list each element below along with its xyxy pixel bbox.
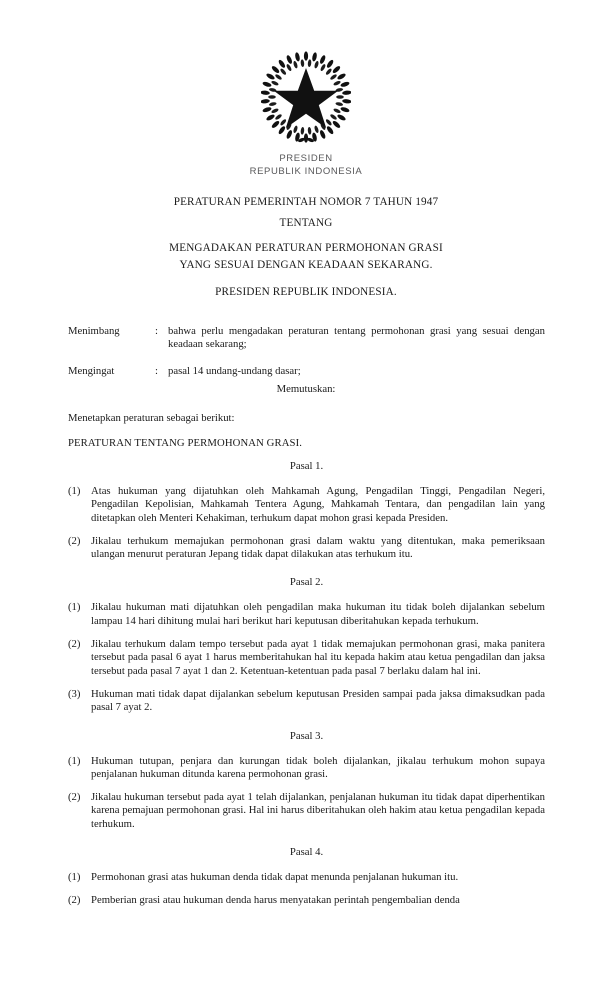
article-heading-4: Pasal 4. — [289, 846, 324, 859]
clause-number: (2) — [68, 894, 81, 907]
mengingat-label: Mengingat — [68, 365, 115, 378]
regulation-number-title: PERATURAN PEMERINTAH NOMOR 7 TAHUN 1947 — [173, 196, 439, 208]
clause-number: (1) — [68, 485, 81, 497]
mengingat-text: pasal 14 undang-undang dasar; — [168, 365, 301, 378]
article-heading-3: Pasal 3. — [289, 729, 324, 742]
preamble-row-mengingat — [68, 365, 545, 378]
clause-text: Permohonan grasi atas hukuman denda tidak dapat menunda penjalanan hukuman itu. — [91, 871, 459, 884]
clause-text: Jikalau terhukum memajukan permohonan grasi dalam waktu yang ditentukan, maka pemeriksaan ulangan menurut peraturan Jepang tidak dapat dilakukan atas terhukum itu. — [91, 534, 545, 561]
preamble-row-menimbang — [68, 325, 545, 351]
regulation-title-line: PERATURAN TENTANG PERMOHONAN GRASI. — [68, 437, 303, 449]
masthead-text — [0, 152, 612, 178]
title-spacer-2 — [0, 232, 612, 236]
clause-number: (1) — [68, 754, 81, 767]
clause-1-2 — [68, 535, 545, 562]
masthead — [0, 48, 612, 178]
clause-number: (2) — [68, 638, 81, 651]
subject-line-2: YANG SESUAI DENGAN KEADAAN SEKARANG. — [179, 259, 433, 271]
clause-4-2 — [68, 894, 545, 907]
subject-line-1: MENGADAKAN PERATURAN PERMOHONAN GRASI — [169, 242, 443, 254]
deciding-heading: Memutuskan: — [276, 383, 336, 395]
menimbang-colon: : — [155, 325, 158, 337]
article-heading-2: Pasal 2. — [289, 576, 324, 589]
mengingat-colon: : — [155, 365, 158, 378]
menimbang-label: Menimbang — [68, 325, 120, 337]
clause-text: Jikalau terhukum dalam tempo tersebut pada ayat 1 tidak memajukan permohonan grasi, maka panitera tersebut pada pasal 6 ayat 1 harus memberitahukan hal itu kepada hakim atau ketua pengadilan dan jaksa tersebut pada pasal 7 ayat 1 dan 2. Ketentuan-ketentuan pada pasal 7 berlaku dalam hal ini. — [91, 638, 545, 677]
clause-number: (1) — [68, 601, 81, 614]
menimbang-text: bahwa perlu mengadakan peraturan tentang permohonan grasi yang sesuai dengan keadaan sekarang; — [168, 325, 545, 351]
issuing-authority: PRESIDEN REPUBLIK INDONESIA. — [215, 286, 397, 298]
clause-number: (3) — [68, 687, 81, 700]
masthead-line-presiden: PRESIDEN — [279, 153, 333, 164]
garuda-star-wreath-emblem — [261, 48, 351, 146]
clause-text: Jikalau hukuman tersebut pada ayat 1 telah dijalankan, penjalanan hukuman itu tidak dapat diperhentikan karena pemajuan permohonan grasi. Hal ini harus diberitahukan oleh hakim atau ketua pengadilan kepada terhukum. — [91, 791, 545, 830]
establishing-line: Menetapkan peraturan sebagai berikut: — [68, 412, 235, 424]
clause-number: (2) — [68, 534, 81, 547]
clause-1-1 — [68, 485, 545, 525]
clause-3-1 — [68, 755, 545, 782]
articles-container — [68, 459, 545, 918]
clause-2-1 — [68, 601, 545, 628]
document-title-block — [0, 194, 612, 274]
masthead-line-republik-indonesia: REPUBLIK INDONESIA — [249, 166, 363, 177]
clause-text: Hukuman mati tidak dapat dijalankan sebelum keputusan Presiden sampai pada jaksa dimaksudkan pada pasal 7 ayat 2. — [91, 687, 545, 714]
clause-3-2 — [68, 791, 545, 831]
presidential-emblem — [261, 48, 351, 146]
clause-text: Hukuman tutupan, penjara dan kurungan tidak boleh dijalankan, jikalau terhukum mohon supaya penjalanan hukuman ditunda karena permohonan grasi. — [91, 754, 545, 780]
clause-text: Pemberian grasi atau hukuman denda harus menyatakan perintah pengembalian denda — [91, 894, 460, 907]
clause-text: Jikalau hukuman mati dijatuhkan oleh pengadilan maka hukuman itu tidak boleh dijalankan sebelum lampau 14 hari dihitung mulai hari berikut hari keputusan diberitahukan kepada terhukum. — [91, 601, 545, 627]
about-label: TENTANG — [279, 217, 333, 229]
clause-number: (1) — [68, 871, 81, 884]
clause-number: (2) — [68, 791, 81, 804]
clause-4-1 — [68, 871, 545, 884]
clause-2-2 — [68, 638, 545, 678]
article-heading-1: Pasal 1. — [289, 460, 324, 472]
clause-2-3 — [68, 688, 545, 715]
clause-text: Atas hukuman yang dijatuhkan oleh Mahkamah Agung, Pengadilan Tinggi, Pengadilan Negeri, Pengadilan Kepolisian, Mahkamah Tentera Agung, Mahkamah Tentara, dan pengadilan lain yang ditetapkan oleh Menteri Kehakiman, terhukum dapat mohon grasi kepada Presiden. — [91, 485, 545, 524]
